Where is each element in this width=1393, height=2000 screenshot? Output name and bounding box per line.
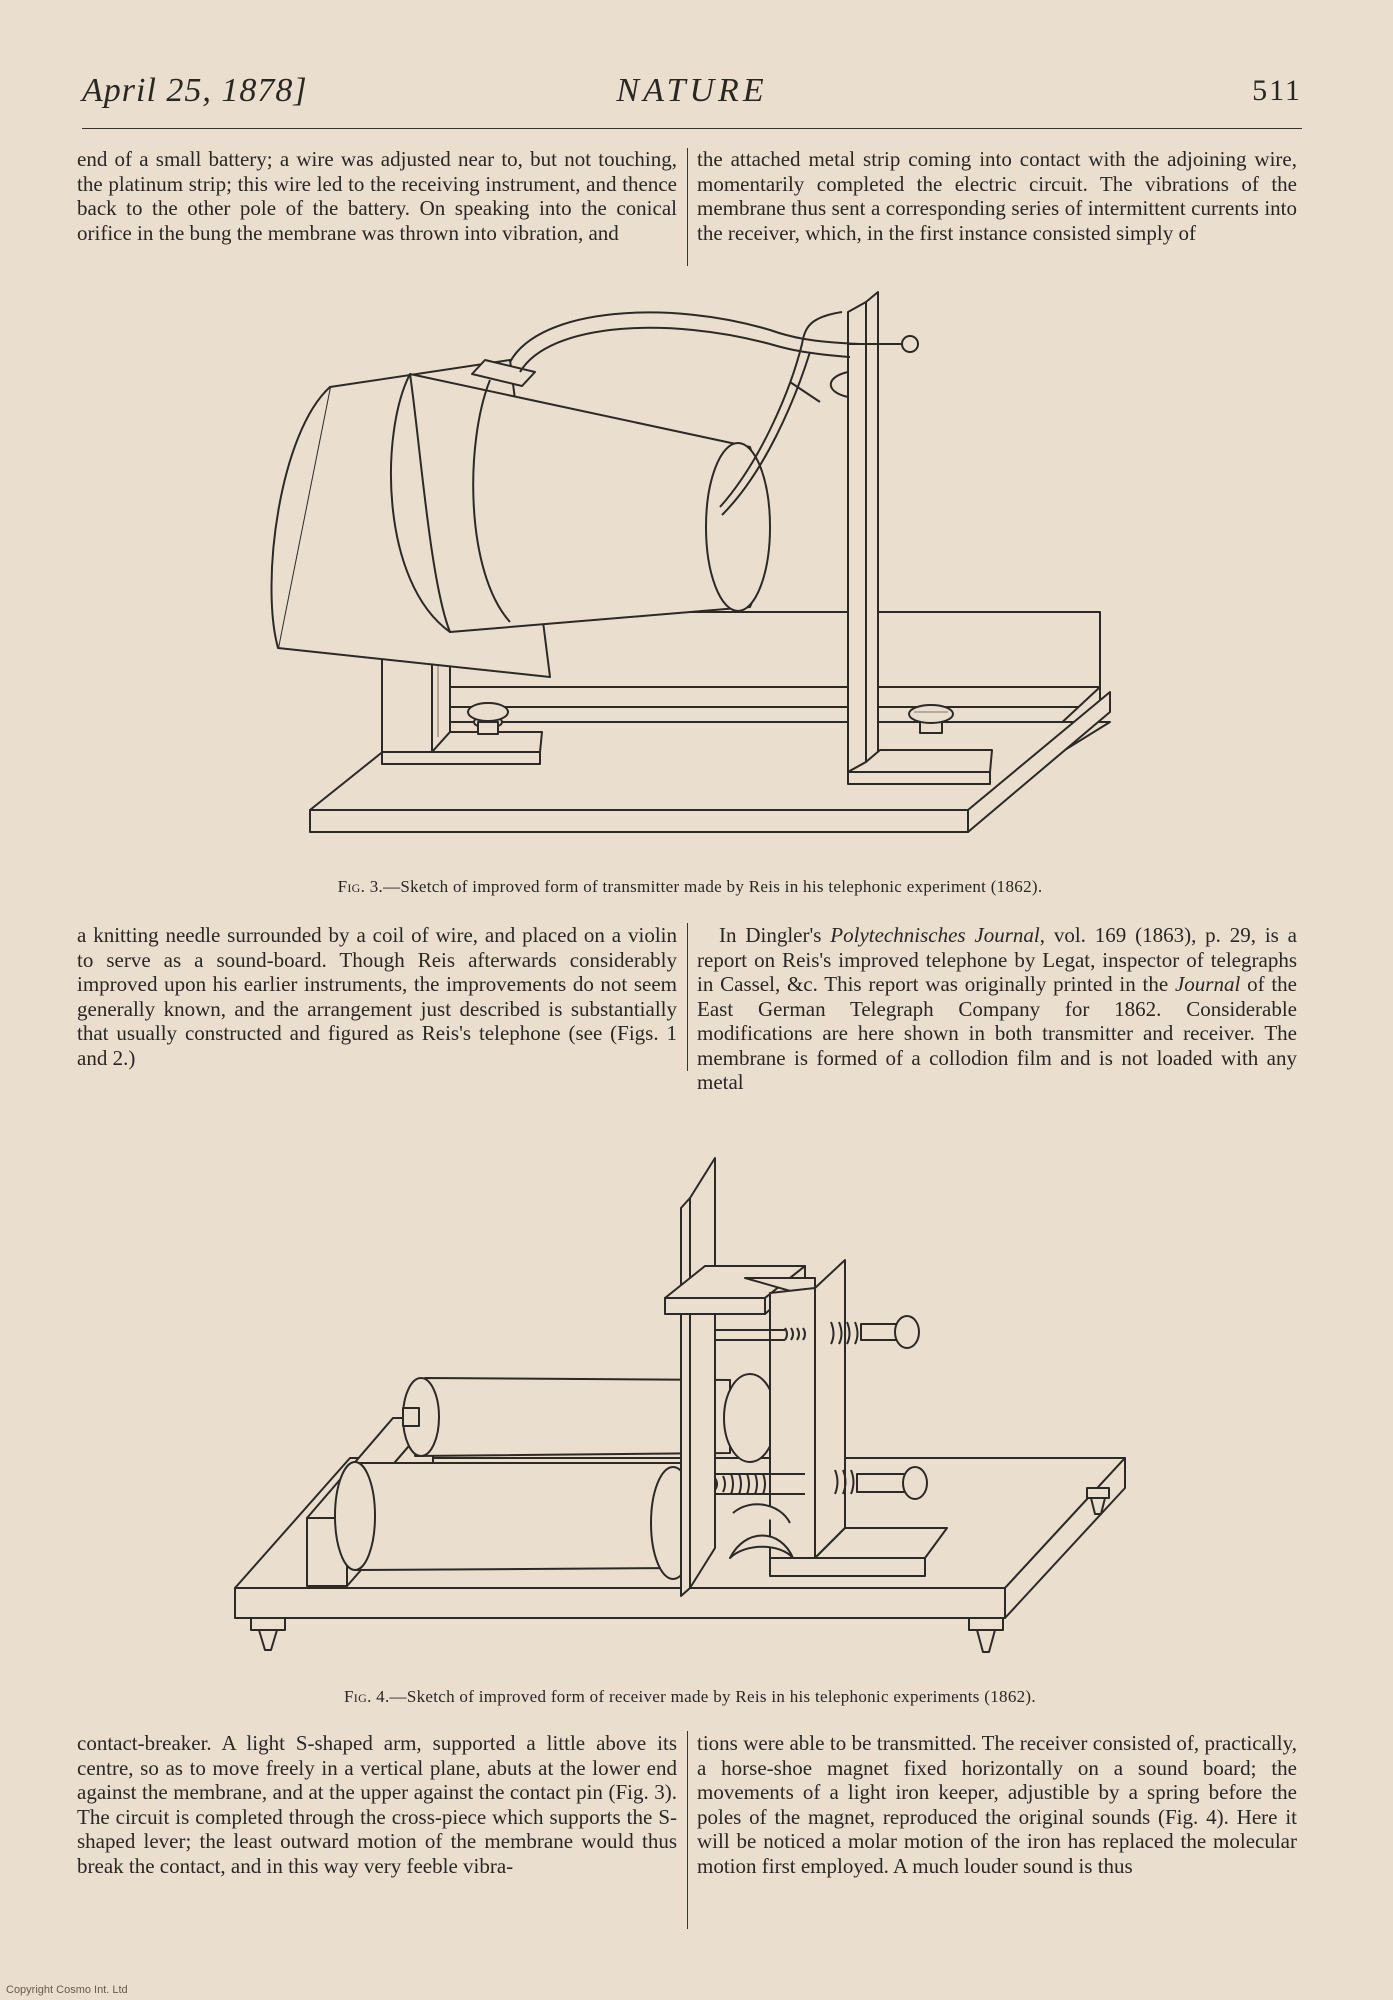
text-block-2-right (697, 923, 1297, 1095)
standard (770, 1260, 947, 1576)
text-block-3-right (697, 1731, 1297, 1878)
column-divider (687, 148, 688, 266)
text-run: In Dingler's (719, 923, 831, 947)
copyright-notice: Copyright Cosmo Int. Ltd (6, 1984, 128, 1996)
page-header (82, 72, 1302, 120)
vertical-keeper (681, 1158, 715, 1596)
figure-4-receiver (225, 1118, 1145, 1683)
figure-3-caption-text: —Sketch of improved form of transmitter made by Reis in his telephonic experiment (1862). (383, 877, 1043, 896)
text-block-3-left (77, 1731, 677, 1878)
text-block-2-left (77, 923, 677, 1070)
paragraph: contact-breaker. A light S-shaped arm, supported a little above its centre, so as to move freely in a vertical plane, abuts at the lower end against the membrane, and at the upper against the contact pin (Fig. 3). The circuit is completed through the cross-piece which supports the S-shaped lever; the least outward motion of the membrane would thus break the contact, and in this way very feeble vibra- (77, 1731, 677, 1878)
issue-date: April 25, 1878] (82, 72, 308, 109)
header-rule (82, 128, 1302, 129)
figure-3-caption (200, 877, 1180, 897)
text-run: of the East German Telegraph Company for 1862. Considerable modifications are here shown in both transmitter and receiver. The membrane is formed of a collodion film and is not loaded with any metal (697, 972, 1297, 1094)
journal-title: NATURE (616, 72, 768, 109)
column-divider (687, 923, 688, 1071)
figure-3-transmitter (250, 282, 1120, 872)
paragraph (697, 923, 1297, 1095)
figure-4-caption (200, 1687, 1180, 1707)
figure-4-label: Fig. 4. (344, 1687, 390, 1706)
figure-4-caption-text: —Sketch of improved form of receiver made by Reis in his telephonic experiments (1862). (389, 1687, 1036, 1706)
page-number: 511 (1252, 74, 1302, 107)
text-block-1-right (697, 147, 1297, 245)
paragraph: end of a small battery; a wire was adjusted near to, but not touching, the platinum strip; this wire led to the receiving instrument, and thence back to the other pole of the battery. On speaking into the conical orifice in the bung the membrane was thrown into vibration, and (77, 147, 677, 245)
magnet-limb-front (335, 1462, 685, 1570)
paragraph: a knitting needle surrounded by a coil of wire, and placed on a violin to serve as a sound-board. Though Reis afterwards considerably improved upon his earlier instruments, the improvements do not seem generally known, and the arrangement just described is substantially that usually constructed and figured as Reis's telephone (see (Figs. 1 and 2.) (77, 923, 677, 1070)
journal-name: Polytechnisches Journal (830, 923, 1040, 947)
column-divider (687, 1731, 688, 1929)
paragraph: the attached metal strip coming into contact with the adjoining wire, momentarily completed the electric circuit. The vibrations of the membrane thus sent a corresponding series of intermittent currents into the receiver, which, in the first instance consisted simply of (697, 147, 1297, 245)
journal-name: Journal (1174, 972, 1241, 996)
text-block-1-left (77, 147, 677, 245)
paragraph: tions were able to be transmitted. The receiver consisted of, practically, a horse-shoe magnet fixed horizontally on a sound board; the movements of a light iron keeper, adjustible by a spring before the poles of the magnet, reproduced the original sounds (Fig. 4). Here it will be noticed a molar motion of the iron has replaced the molecular motion first employed. A much louder sound is thus (697, 1731, 1297, 1878)
figure-3-label: Fig. 3. (337, 877, 384, 896)
text-run: , vol. 169 (1863), p. 29, is a report on Reis's improved telephone by Legat, inspector of telegraphs in Cassel, &c. This report was originally printed in the (697, 923, 1297, 996)
